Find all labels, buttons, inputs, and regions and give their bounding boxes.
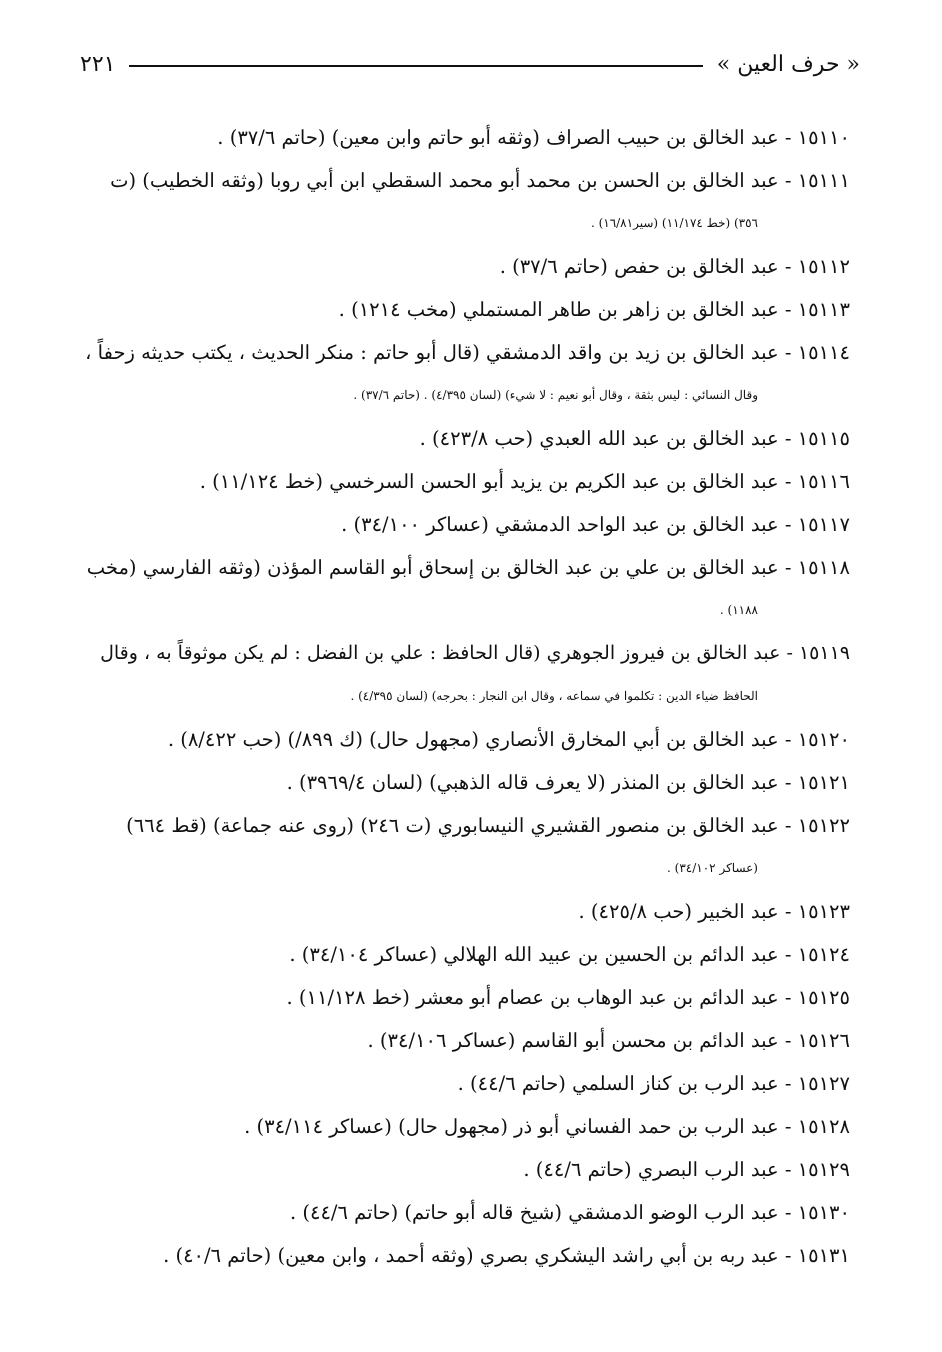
list-item xyxy=(84,761,850,804)
list-item xyxy=(84,718,850,761)
entry-line: ١٥١١٤ - عبد الخالق بن زيد بن واقد الدمشقي (قال أبو حاتم : منكر الحديث ، يكتب حديثه زحفاً ، xyxy=(85,341,850,364)
list-item xyxy=(84,1105,850,1148)
list-item xyxy=(84,890,850,933)
list-item xyxy=(84,1234,850,1277)
chapter-title: « حرف العين » xyxy=(716,51,860,77)
list-item xyxy=(84,1191,850,1234)
entry-line: ١٥١٢٠ - عبد الخالق بن أبي المخارق الأنصاري (مجهول حال) (ك ٨٩٩/) (حب ٨/٤٢٢) . xyxy=(167,728,850,751)
entry-line: ١٥١٢٥ - عبد الدائم بن عبد الوهاب بن عصام أبو معشر (خط ١١/١٢٨) . xyxy=(286,986,850,1009)
entry-line: ١٥١١٢ - عبد الخالق بن حفص (حاتم ٣٧/٦) . xyxy=(499,255,850,278)
list-item xyxy=(84,804,850,890)
entry-line: ١٥١١٠ - عبد الخالق بن حبيب الصراف (وثقه أبو حاتم وابن معين) (حاتم ٣٧/٦) . xyxy=(217,126,850,149)
entry-continuation-line: (عساكر ٣٤/١٠٢) . xyxy=(667,861,758,875)
entry-line: ١٥١٢٤ - عبد الدائم بن الحسين بن عبيد الله الهلالي (عساكر ٣٤/١٠٤) . xyxy=(289,943,850,966)
list-item xyxy=(84,288,850,331)
list-item xyxy=(84,159,850,245)
entry-continuation-line: وقال النسائي : ليس بثقة ، وقال أبو نعيم : لا شيء) (لسان ٤/٣٩٥) . (حاتم ٣٧/٦) . xyxy=(353,388,758,402)
list-item xyxy=(84,503,850,546)
entry-continuation-line: الحافظ ضياء الدين : تكلموا في سماعه ، وقال ابن النجار : بحرجه) (لسان ٤/٣٩٥) . xyxy=(350,689,758,703)
list-item xyxy=(84,976,850,1019)
entry-line: ١٥١٢٣ - عبد الخبير (حب ٤٢٥/٨) . xyxy=(578,900,850,923)
entry-line: ١٥١٢٨ - عبد الرب بن حمد الفساني أبو ذر (مجهول حال) (عساكر ٣٤/١١٤) . xyxy=(244,1115,850,1138)
page-header xyxy=(80,44,860,84)
list-item xyxy=(84,116,850,159)
entry-line: ١٥١١٩ - عبد الخالق بن فيروز الجوهري (قال الحافظ : علي بن الفضل : لم يكن موثوقاً به ، وقال xyxy=(100,642,850,664)
entry-line: ١٥١١٥ - عبد الخالق بن عبد الله العبدي (حب ٤٢٣/٨) . xyxy=(419,427,850,450)
entry-line: ١٥١٢٩ - عبد الرب البصري (حاتم ٤٤/٦) . xyxy=(523,1158,850,1181)
list-item xyxy=(84,632,850,718)
entry-continuation-line: ١١٨٨) . xyxy=(719,603,758,617)
entry-line: ١٥١٣٠ - عبد الرب الوضو الدمشقي (شيخ قاله أبو حاتم) (حاتم ٤٤/٦) . xyxy=(289,1201,850,1224)
entry-line: ١٥١٢٦ - عبد الدائم بن محسن أبو القاسم (عساكر ٣٤/١٠٦) . xyxy=(367,1029,850,1052)
list-item xyxy=(84,933,850,976)
entry-line: ١٥١١١ - عبد الخالق بن الحسن بن محمد أبو محمد السقطي ابن أبي روبا (وثقه الخطيب) (ت xyxy=(110,169,850,192)
entry-line: ١٥١١٨ - عبد الخالق بن علي بن عبد الخالق بن إسحاق أبو القاسم المؤذن (وثقه الفارسي (مخب xyxy=(86,556,850,579)
list-item xyxy=(84,1148,850,1191)
entry-line: ١٥١١٧ - عبد الخالق بن عبد الواحد الدمشقي (عساكر ٣٤/١٠٠) . xyxy=(341,513,850,536)
list-item xyxy=(84,546,850,632)
entry-line: ١٥١١٦ - عبد الخالق بن عبد الكريم بن يزيد أبو الحسن السرخسي (خط ١١/١٢٤) . xyxy=(199,470,850,493)
entry-line: ١٥١٢٧ - عبد الرب بن كناز السلمي (حاتم ٤٤/٦) . xyxy=(457,1072,850,1095)
list-item xyxy=(84,245,850,288)
header-rule xyxy=(129,65,702,67)
entry-line: ١٥١٢٢ - عبد الخالق بن منصور القشيري النيسابوري (ت ٢٤٦) (روى عنه جماعة) (قط ٦٦٤) xyxy=(126,814,850,837)
entry-list xyxy=(84,116,850,1277)
list-item xyxy=(84,460,850,503)
entry-line: ١٥١١٣ - عبد الخالق بن زاهر بن طاهر المستملي (مخب ١٢١٤) . xyxy=(338,298,850,321)
page-number: ٢٢١ xyxy=(80,51,116,77)
entry-line: ١٥١٢١ - عبد الخالق بن المنذر (لا يعرف قاله الذهبي) (لسان ٣٩٦٩/٤) . xyxy=(286,771,850,794)
entry-line: ١٥١٣١ - عبد ربه بن أبي راشد اليشكري بصري (وثقه أحمد ، وابن معين) (حاتم ٤٠/٦) . xyxy=(163,1244,850,1267)
list-item xyxy=(84,1062,850,1105)
list-item xyxy=(84,417,850,460)
list-item xyxy=(84,1019,850,1062)
list-item xyxy=(84,331,850,417)
entry-continuation-line: ٣٥٦) (خط ١١/١٧٤) (سير١٦/٨١) . xyxy=(590,216,758,230)
